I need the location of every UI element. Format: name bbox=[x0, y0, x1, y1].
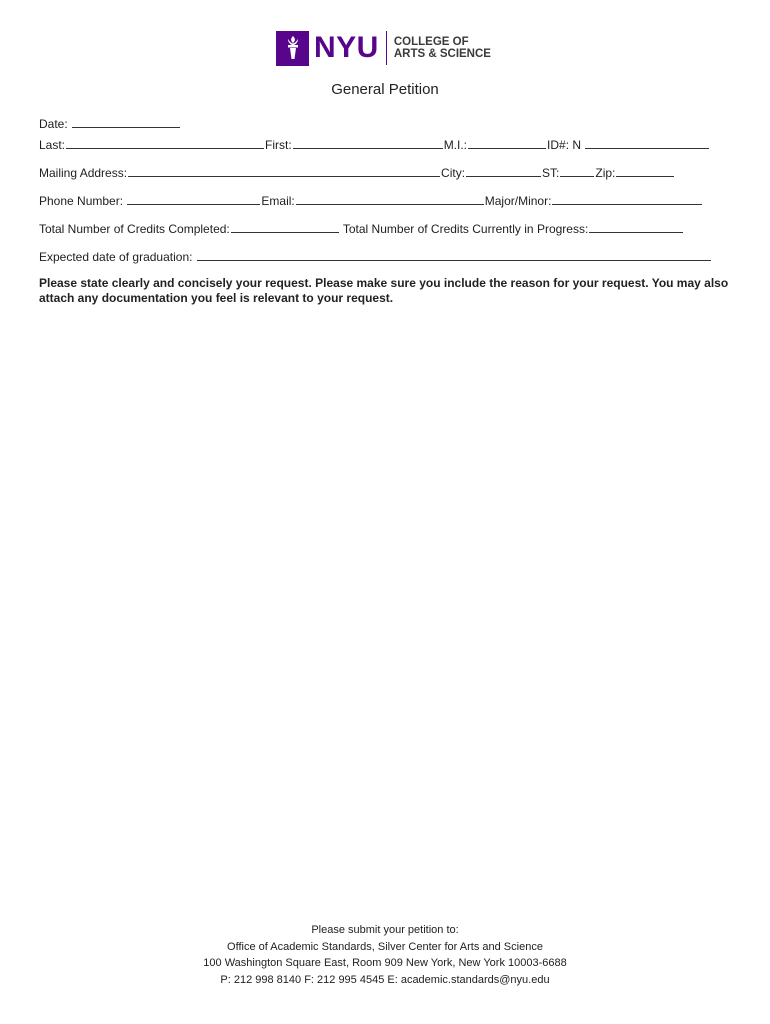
email-field[interactable] bbox=[296, 193, 484, 205]
phone-field[interactable] bbox=[127, 193, 260, 205]
torch-icon bbox=[276, 31, 309, 66]
city-label: City: bbox=[441, 166, 466, 180]
phone-label: Phone Number: bbox=[39, 194, 124, 208]
name-row bbox=[39, 137, 710, 152]
state-label: ST: bbox=[542, 166, 560, 180]
footer-line-1: Please submit your petition to: bbox=[311, 924, 459, 936]
address-row bbox=[39, 165, 675, 180]
city-field[interactable] bbox=[466, 165, 541, 177]
state-field[interactable] bbox=[560, 165, 594, 177]
last-name-field[interactable] bbox=[66, 137, 264, 149]
date-label: Date: bbox=[39, 117, 68, 131]
graduation-row bbox=[39, 249, 712, 264]
middle-initial-field[interactable] bbox=[468, 137, 546, 149]
id-label: ID#: N bbox=[547, 138, 582, 152]
credits-progress-label: Total Number of Credits Currently in Progress: bbox=[342, 222, 589, 236]
credits-completed-field[interactable] bbox=[231, 221, 339, 233]
zip-field[interactable] bbox=[616, 165, 674, 177]
major-minor-label: Major/Minor: bbox=[484, 194, 552, 208]
logo-nyu-text: NYU bbox=[314, 31, 379, 64]
college-line-2: ARTS & SCIENCE bbox=[393, 48, 491, 60]
date-row bbox=[39, 116, 181, 131]
date-field[interactable] bbox=[72, 116, 180, 128]
credits-completed-label: Total Number of Credits Completed: bbox=[39, 222, 230, 236]
major-minor-field[interactable] bbox=[552, 193, 702, 205]
mailing-address-label: Mailing Address: bbox=[39, 166, 128, 180]
email-label: Email: bbox=[261, 194, 295, 208]
footer-line-2: Office of Academic Standards, Silver Center for Arts and Science bbox=[227, 940, 543, 953]
last-label: Last: bbox=[39, 138, 66, 152]
credits-progress-field[interactable] bbox=[589, 221, 683, 233]
footer-submission-info bbox=[0, 922, 770, 988]
nyu-cas-logo bbox=[276, 30, 491, 66]
college-line-1: COLLEGE OF bbox=[393, 36, 469, 48]
contact-row bbox=[39, 193, 703, 208]
first-label: First: bbox=[265, 138, 292, 152]
page-title: General Petition bbox=[331, 81, 439, 98]
mailing-address-field[interactable] bbox=[128, 165, 440, 177]
graduation-field[interactable] bbox=[197, 249, 711, 261]
mi-label: M.I.: bbox=[443, 138, 468, 152]
request-instructions: Please state clearly and concisely your request. Please make sure you include the reason for your request. You may also attach any documentation you feel is relevant to your request. bbox=[39, 276, 729, 305]
footer-contact-line: P: 212 998 8140 F: 212 995 4545 E: academic.standards@nyu.edu bbox=[220, 973, 550, 986]
graduation-label: Expected date of graduation: bbox=[39, 250, 193, 264]
credits-row bbox=[39, 221, 684, 236]
logo-divider bbox=[386, 31, 387, 65]
id-number-field[interactable] bbox=[585, 137, 709, 149]
logo-college-name bbox=[394, 36, 491, 60]
first-name-field[interactable] bbox=[293, 137, 443, 149]
footer-line-3: 100 Washington Square East, Room 909 New York, New York 10003-6688 bbox=[203, 957, 567, 969]
zip-label: Zip: bbox=[595, 166, 616, 180]
